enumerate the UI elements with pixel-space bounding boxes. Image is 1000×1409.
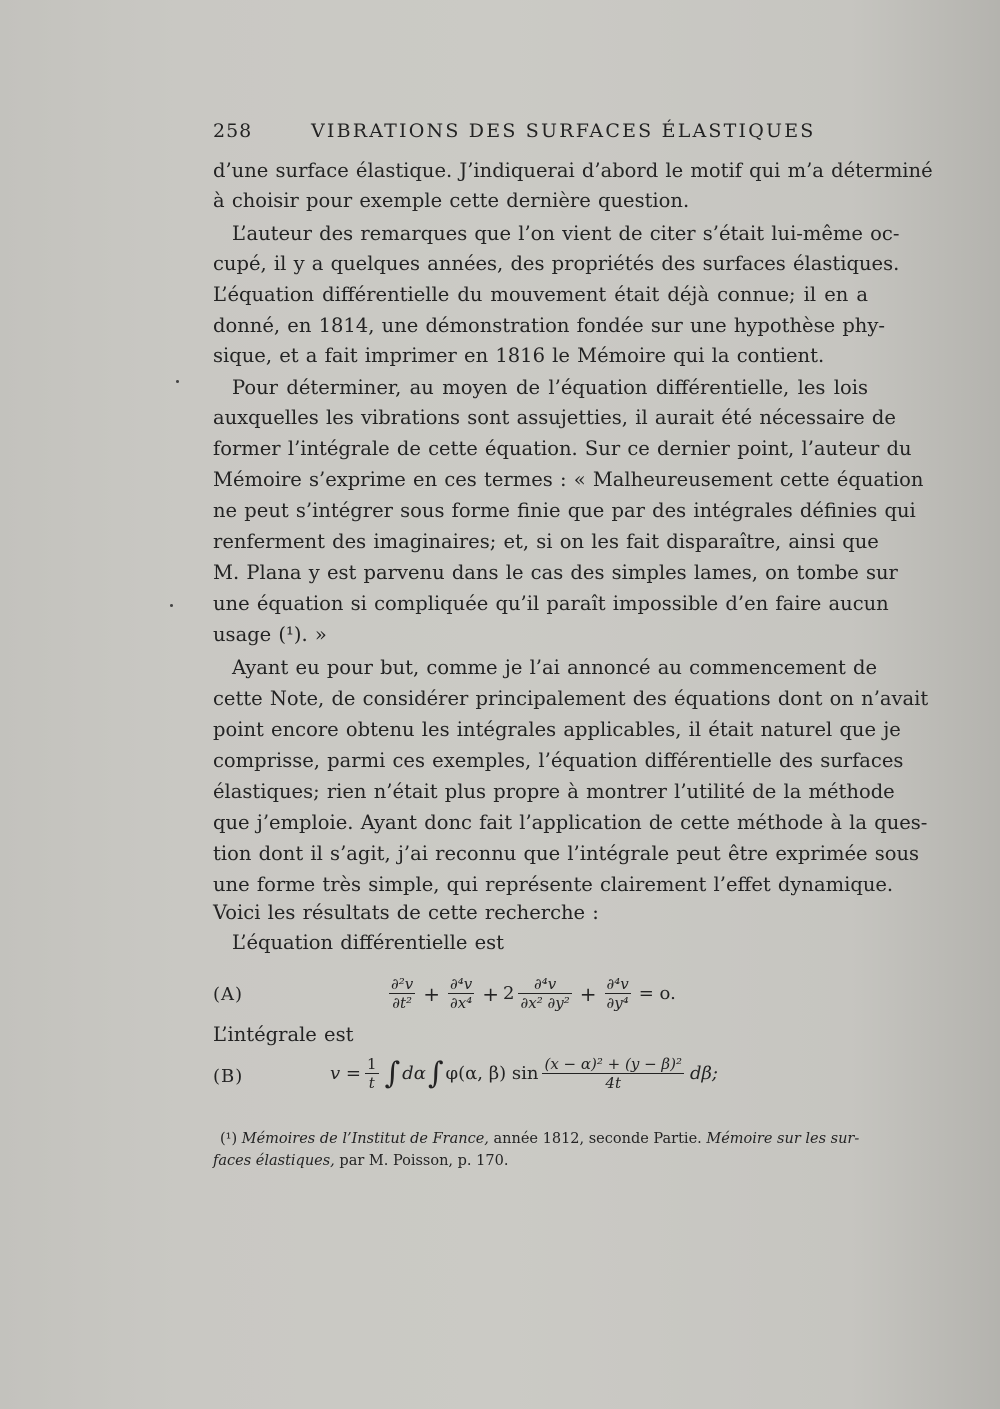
denominator: 4t: [605, 1074, 621, 1093]
numerator: ∂⁴v: [606, 975, 629, 993]
text-line: cette Note, de considérer principalement des équations dont on n’avait: [213, 687, 929, 710]
page-speck: [176, 380, 179, 383]
fraction: [542, 1055, 683, 1092]
footnote-source-title: Mémoires de l’Institut de France,: [241, 1131, 489, 1147]
text-line: comprisse, parmi ces exemples, l’équation différentielle des surfaces: [213, 749, 904, 772]
text-line: Mémoire s’exprime en ces termes : « Malheureusement cette équation: [213, 468, 924, 491]
text-line: élastiques; rien n’était plus propre à montrer l’utilité de la méthode: [213, 780, 895, 803]
fraction: [518, 975, 571, 1012]
fraction: [448, 975, 474, 1012]
text-line: L’équation différentielle est: [232, 931, 504, 954]
integral-sign: ∫: [427, 1056, 444, 1092]
footnote-marker: (¹): [220, 1131, 238, 1147]
coefficient: 2: [503, 983, 515, 1005]
page-speck: [170, 604, 173, 607]
text-line: usage (¹). »: [213, 623, 327, 646]
fraction: [365, 1055, 379, 1092]
fraction: [605, 975, 631, 1012]
numerator: ∂²v: [391, 975, 414, 993]
numerator: ∂⁴v: [533, 975, 557, 993]
denominator: t: [368, 1074, 375, 1093]
text-line: cupé, il y a quelques années, des propriétés des surfaces élastiques.: [213, 252, 900, 275]
equation-a-label: (A): [213, 984, 244, 1005]
text-line: donné, en 1814, une démonstration fondée sur une hypothèse phy-: [213, 314, 885, 337]
footnote-line: [213, 1150, 863, 1172]
equation-b: [330, 1055, 718, 1092]
page-number: 258: [213, 120, 253, 142]
differential-beta: dβ;: [689, 1063, 718, 1085]
text-line: L’auteur des remarques que l’on vient de citer s’était lui-même oc-: [232, 222, 900, 245]
footnote-memoir-title-cont: faces élastiques,: [213, 1153, 335, 1169]
denominator: ∂t²: [392, 994, 413, 1013]
text-line: une équation si compliquée qu’il paraît impossible d’en faire aucun: [213, 592, 889, 615]
text-line: ne peut s’intégrer sous forme finie que par des intégrales définies qui: [213, 499, 916, 522]
text-line: d’une surface élastique. J’indiquerai d’abord le motif qui m’a déterminé: [213, 159, 933, 182]
text-line: former l’intégrale de cette équation. Sur ce dernier point, l’auteur du: [213, 437, 912, 460]
fraction: [389, 975, 415, 1012]
numerator: (x − α)² + (y − β)²: [544, 1055, 682, 1073]
running-title: VIBRATIONS DES SURFACES ÉLASTIQUES: [311, 120, 816, 142]
text-line: M. Plana y est parvenu dans le cas des simples lames, on tombe sur: [213, 561, 898, 584]
plus-sign: +: [482, 981, 500, 1006]
denominator: ∂x⁴: [450, 994, 473, 1013]
plus-sign: +: [423, 981, 441, 1006]
differential-alpha: dα: [402, 1063, 426, 1085]
text-line: sique, et a fait imprimer en 1816 le Mémoire qui la contient.: [213, 344, 825, 367]
equation-lhs: v =: [330, 1063, 361, 1085]
integral-sign: ∫: [384, 1056, 401, 1092]
text-line: à choisir pour exemple cette dernière question.: [213, 189, 690, 212]
equation-a: [385, 975, 676, 1012]
numerator: ∂⁴v: [450, 975, 473, 993]
text-line: Voici les résultats de cette recherche :: [213, 901, 599, 924]
denominator: ∂x² ∂y²: [520, 994, 570, 1013]
footnote-memoir-title: Mémoire sur les sur-: [706, 1131, 860, 1147]
text-line: renferment des imaginaires; et, si on les fait disparaître, ainsi que: [213, 530, 879, 553]
equation-rhs: = o.: [638, 983, 676, 1005]
numerator: 1: [366, 1055, 377, 1073]
equation-b-label: (B): [213, 1066, 244, 1087]
footnote-line: [220, 1128, 870, 1150]
text-line: Ayant eu pour but, comme je l’ai annoncé au commencement de: [232, 656, 877, 679]
plus-sign: +: [579, 981, 597, 1006]
page-header: [213, 120, 853, 148]
text-line: une forme très simple, qui représente clairement l’effet dynamique.: [213, 873, 894, 896]
integrand-function: φ(α, β) sin: [445, 1063, 539, 1085]
text-line: Pour déterminer, au moyen de l’équation différentielle, les lois: [232, 376, 868, 399]
text-line: auxquelles les vibrations sont assujetties, il aurait été nécessaire de: [213, 406, 896, 429]
text-line: point encore obtenu les intégrales applicables, il était naturel que je: [213, 718, 901, 741]
text-line: L’équation différentielle du mouvement était déjà connue; il en a: [213, 283, 868, 306]
text-line: tion dont il s’agit, j’ai reconnu que l’intégrale peut être exprimée sous: [213, 842, 920, 865]
text-line: que j’emploie. Ayant donc fait l’application de cette méthode à la ques-: [213, 811, 928, 834]
denominator: ∂y⁴: [606, 994, 629, 1013]
footnote-source-detail: année 1812, seconde Partie.: [493, 1131, 702, 1147]
footnote-author: par M. Poisson, p. 170.: [339, 1153, 509, 1169]
text-line: L’intégrale est: [213, 1023, 354, 1046]
